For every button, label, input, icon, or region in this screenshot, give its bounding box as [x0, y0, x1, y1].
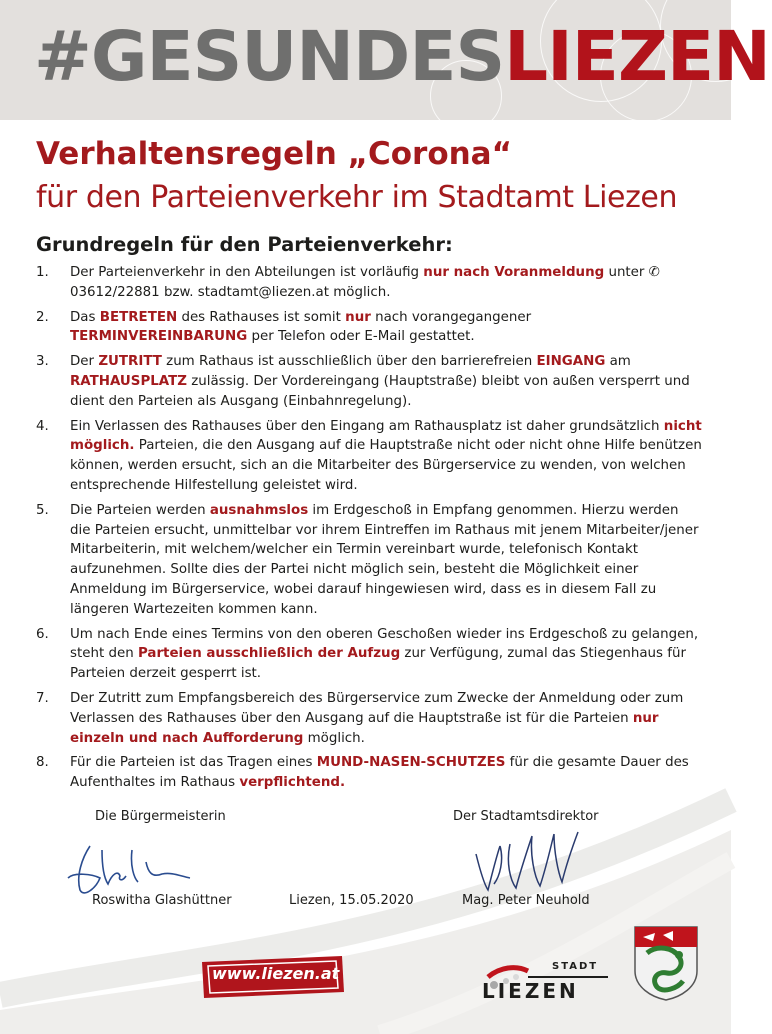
rule-text: Um nach Ende eines Termins von den oberen Geschoßen wieder ins Erdgeschoß zu gelangen, steht den: [70, 626, 699, 662]
rule-text: für die gesamte Dauer des Aufenthaltes im Rathaus: [70, 755, 689, 791]
rule-text: Die Parteien werden: [70, 502, 210, 518]
rule-number: 2.: [36, 309, 49, 325]
rule-highlight: TERMINVEREINBARUNG: [70, 329, 248, 345]
rule-highlight: RATHAUSPLATZ: [70, 373, 187, 389]
page-subtitle: für den Parteienverkehr im Stadtamt Liezen: [36, 180, 678, 215]
rule-highlight: nur einzeln und nach Aufforderung: [70, 710, 659, 746]
rule-text: Der: [70, 354, 99, 370]
rule-highlight: MUND-NASEN-SCHUTZES: [316, 755, 506, 771]
rule-text: möglich.: [303, 730, 365, 746]
website-stamp: [196, 952, 348, 1000]
rule-text: nach vorangegangener: [370, 309, 532, 325]
rule-highlight: ZUTRITT: [98, 354, 162, 370]
rule-text: per Telefon oder E-Mail gestattet.: [247, 329, 475, 345]
hashtag-part-gray: #GESUNDES: [34, 17, 505, 97]
rule-text: zum Rathaus ist ausschließlich über den barrierefreien: [161, 354, 537, 370]
rule-number: 5.: [36, 502, 49, 518]
page-title: Verhaltensregeln „Corona“: [36, 136, 512, 172]
mayor-signature: [62, 838, 212, 900]
coat-of-arms-icon: [633, 925, 699, 1001]
rule-text: Der Parteienverkehr in den Abteilungen ist vorläufig: [70, 265, 424, 280]
website-link[interactable]: www.liezen.at: [212, 964, 340, 983]
rule-highlight: verpflichtend.: [239, 775, 346, 791]
rule-text: im Erdgeschoß in Empfang genommen. Hierzu werden die Parteien ersucht, unmittelbar vor ihrem Eintreffen im Rathaus mit jenem Mitarbeiter/jener Mitarbeiterin, mit welchem/welcher ein Termin vereinbart wurde, telefonisch Kontakt aufzunehmen. Sollte dies der Partei nicht möglich sein, besteht die Möglichkeit einer Anmeldung im Bürgerservice, wobei darauf hingewiesen wird, dass es in diesem Fall zu längeren Wartezeiten kommen kann.: [70, 502, 699, 617]
stadt-liezen-logo: [480, 955, 615, 1003]
director-title: Der Stadtamtsdirektor: [453, 809, 599, 824]
rule-number: 3.: [36, 354, 49, 370]
rules-list: [36, 263, 702, 798]
rule-highlight: EINGANG: [536, 354, 606, 370]
rule-highlight: nur nach Voranmeldung: [423, 265, 605, 280]
rule-text: Das: [70, 309, 100, 325]
hashtag-part-red: LIEZEN: [504, 17, 770, 97]
rule-number: 7.: [36, 690, 49, 706]
section-heading: Grundregeln für den Parteienverkehr:: [36, 233, 453, 256]
rule-highlight: BETRETEN: [99, 309, 178, 325]
header-banner: [0, 0, 770, 120]
rule-highlight: Parteien ausschließlich der Aufzug: [137, 646, 401, 662]
rule-text: des Rathauses ist somit: [177, 309, 346, 325]
rule-item: [36, 263, 702, 303]
rule-text: Ein Verlassen des Rathauses über den Eingang am Rathausplatz ist daher grundsätzlich: [70, 418, 664, 434]
rule-highlight: nur: [345, 309, 371, 325]
hashtag-title: [34, 12, 770, 102]
rule-text: Der Zutritt zum Empfangsbereich des Bürgerservice zum Zwecke der Anmeldung oder zum Verlassen des Rathauses über den Ausgang auf die Hauptstraße ist für die Parteien: [70, 690, 684, 726]
rule-number: 1.: [36, 265, 49, 280]
rule-number: 4.: [36, 418, 49, 434]
mayor-name: Roswitha Glashüttner: [92, 893, 232, 908]
rule-text: am: [605, 354, 631, 370]
stadt-label: STADT: [552, 961, 599, 972]
director-signature: [470, 824, 590, 900]
rule-highlight: ausnahmslos: [209, 502, 309, 518]
rule-text: zur Verfügung, zumal das Stiegenhaus für Parteien derzeit gesperrt ist.: [70, 646, 686, 682]
rule-text: Für die Parteien ist das Tragen eines: [70, 755, 317, 771]
rule-number: 6.: [36, 626, 49, 642]
rule-highlight: nicht möglich.: [70, 418, 702, 454]
rule-text: unter ✆ 03612/22881 bzw. stadtamt@liezen.at möglich.: [70, 265, 660, 300]
mayor-title: Die Bürgermeisterin: [95, 809, 226, 824]
rule-item: [36, 417, 702, 496]
place-date: Liezen, 15.05.2020: [289, 893, 414, 908]
rule-item: [36, 308, 702, 348]
liezen-label: LIEZEN: [482, 979, 579, 1003]
rule-text: zulässig. Der Vordereingang (Hauptstraße) bleibt von außen versperrt und dient den Parteien als Ausgang (Einbahnregelung).: [70, 373, 690, 409]
rule-number: 8.: [36, 755, 49, 771]
rule-item: [36, 625, 702, 684]
rule-item: [36, 501, 702, 620]
rule-item: [36, 352, 702, 411]
director-name: Mag. Peter Neuhold: [462, 893, 590, 908]
rule-text: Parteien, die den Ausgang auf die Hauptstraße nicht oder nicht ohne Hilfe benützen können, werden ersucht, sich an die Mitarbeiter des Bürgerservice zu wenden, von welchen entsprechende Hilfestellung geleistet wird.: [70, 438, 702, 493]
